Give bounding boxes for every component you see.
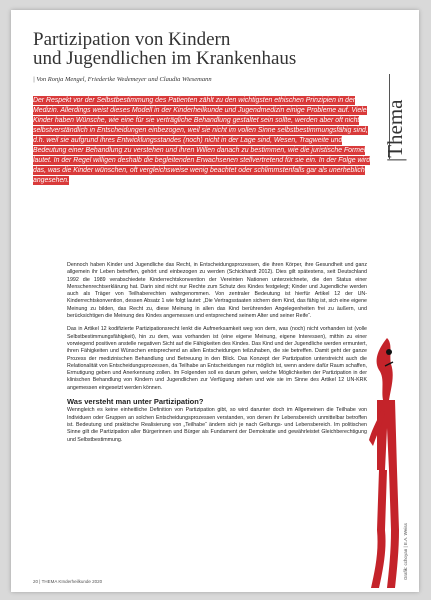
child-figure-illustration <box>359 330 401 592</box>
page-footer: 20 | THEMA KInderheilkunde 2020 <box>33 579 103 584</box>
section-heading: Was versteht man unter Partizipation? <box>67 397 204 407</box>
image-credit-text: Grafik: cchoyan | E.A. Weiss <box>403 523 408 580</box>
lead-text: Der Respekt vor der Selbstbestimmung des Patienten zählt zu den wichtigsten ethischen Prinzipien in der Medizin. Allerdings weist dieses Modell in der Kinderheilkunde und Jugendmedizin einige Probleme auf. Viele Kinder haben Wünsche, wie eine für sie verträgliche Behandlung gestaltet sein sollte, werden aber oft nicht selbstverständlich in Entscheidungen einbezogen, weil sie nicht im vollen Sinne selbstbestimmungsfähig sind, d.h. weil sie aufgrund ihres Entwicklungsstandes (noch) nicht in der Lage sind, Wesen, Tragweite und Bedeutung einer Behandlung zu verstehen und ihren Willen danach zu bestimmen, wie die juristische Formel lautet. In der Regel willigen deshalb die begleitenden Erwachsenen stellvertretend für sie ein. In der Folge wird das, was die Kinder wünschen, oft vergleichsweise wenig beachtet oder schlimmstenfalls gar als unerheblich angesehen. <box>33 97 371 185</box>
document-page <box>11 10 419 592</box>
section-label <box>383 70 413 160</box>
title-line-1: Partizipation von Kindern <box>33 29 231 50</box>
section-label-text: |Thema <box>383 99 407 162</box>
body-paragraph-3: Wenngleich es keine einheitliche Definition von Partizipation gibt, so wird darunter doch im Allgemeinen die Teilhabe von Individuen oder Gruppen an solchen Entscheidungsprozessen verstanden, von denen ihr Lebensbereich unmittelbar betroffen ist. Bedeutung und praktische Realisierung von „Teilhabe“ ändern sich je nach Geltungs- und Lebensbereich. Im politischen Sinne gilt die Partizipation aller Bürgerinnen und Bürger als Fundament der Demokratie und gewährleistet Gleichberechtigung und Selbstbestimmung. <box>67 407 367 443</box>
body-paragraph-1: Dennoch haben Kinder und Jugendliche das Recht, in Entscheidungsprozessen, die ihren Körper, ihre Gesundheit und ganz allgemein ihr Leben betreffen, gehört und einbezogen zu werden (Schickhardt 2012). Dies gilt spätestens, seit Deutschland 1992 die 1989 verabschiedete Kinderrechtskonvention der Vereinten Nationen unterzeichnete, die den Status einer Menschenrechtserklärung hat. Darin sind nicht nur Rechte zum Schutz des Kindes festgelegt; Kinder und Jugendliche werden auch als Träger von Teilhaberechten wahrgenommen. Von zentraler Bedeutung ist hierfür Artikel 12 der UN-Kinderrechtskonvention, dessen Absatz 1 wie folgt lautet: „Die Vertragsstaaten sichern dem Kind, das fähig ist, sich eine eigene Meinung zu bilden, das Recht zu, diese Meinung in allen das Kind berührenden Angelegenheiten frei zu äußern, und berücksichtigen die Meinung des Kindes angemessen und entsprechend seinem Alter und seiner Reife“. <box>67 262 367 320</box>
body-paragraph-2: Das in Artikel 12 kodifizierte Partizipationsrecht lenkt die Aufmerksamkeit weg von dem, was (noch) nicht vorhanden ist (volle Selbstbestimmungsfähigkeit), hin zu dem, was vorhanden ist (eine eigene Meinung, eigene Interessen), mithin zu einer vorwiegend positiven anstelle negativen Sicht auf die Fähigkeiten des Kindes. Das Kind und der Jugendliche werden ermuntert, ihren Fähigkeiten und Wünschen entsprechend an allen Entscheidungen teilzuhaben, die sie betreffen. Damit geht der ganze Prozess der medizinischen Behandlung und Betreuung in den Blick. Das Konzept der Partizipation unterstreicht auch die Relationalität von Entscheidungsprozessen, da Teilhabe an Entscheidungen nur möglich ist, wenn andere dafür Raum schaffen, Ermutigung geben und Anerkennung zollen. Im Folgenden soll es darum gehen, welche Möglichkeiten der Partizipation in der klinischen Behandlung von Kindern und Jugendlichen zur Verfügung stehen und wie sie im Sinne des Artikel 12 UN-KRK angemessen eingesetzt werden können. <box>67 326 367 391</box>
article-body <box>67 262 367 450</box>
article-title <box>33 30 363 68</box>
lead-paragraph <box>33 96 373 186</box>
title-line-2: und Jugendlichen im Krankenhaus <box>33 48 297 69</box>
article-authors: | Von Ronja Mengel, Friederike Wedemeyer und Claudia Wiesemann <box>33 76 212 83</box>
image-credit <box>403 490 413 580</box>
